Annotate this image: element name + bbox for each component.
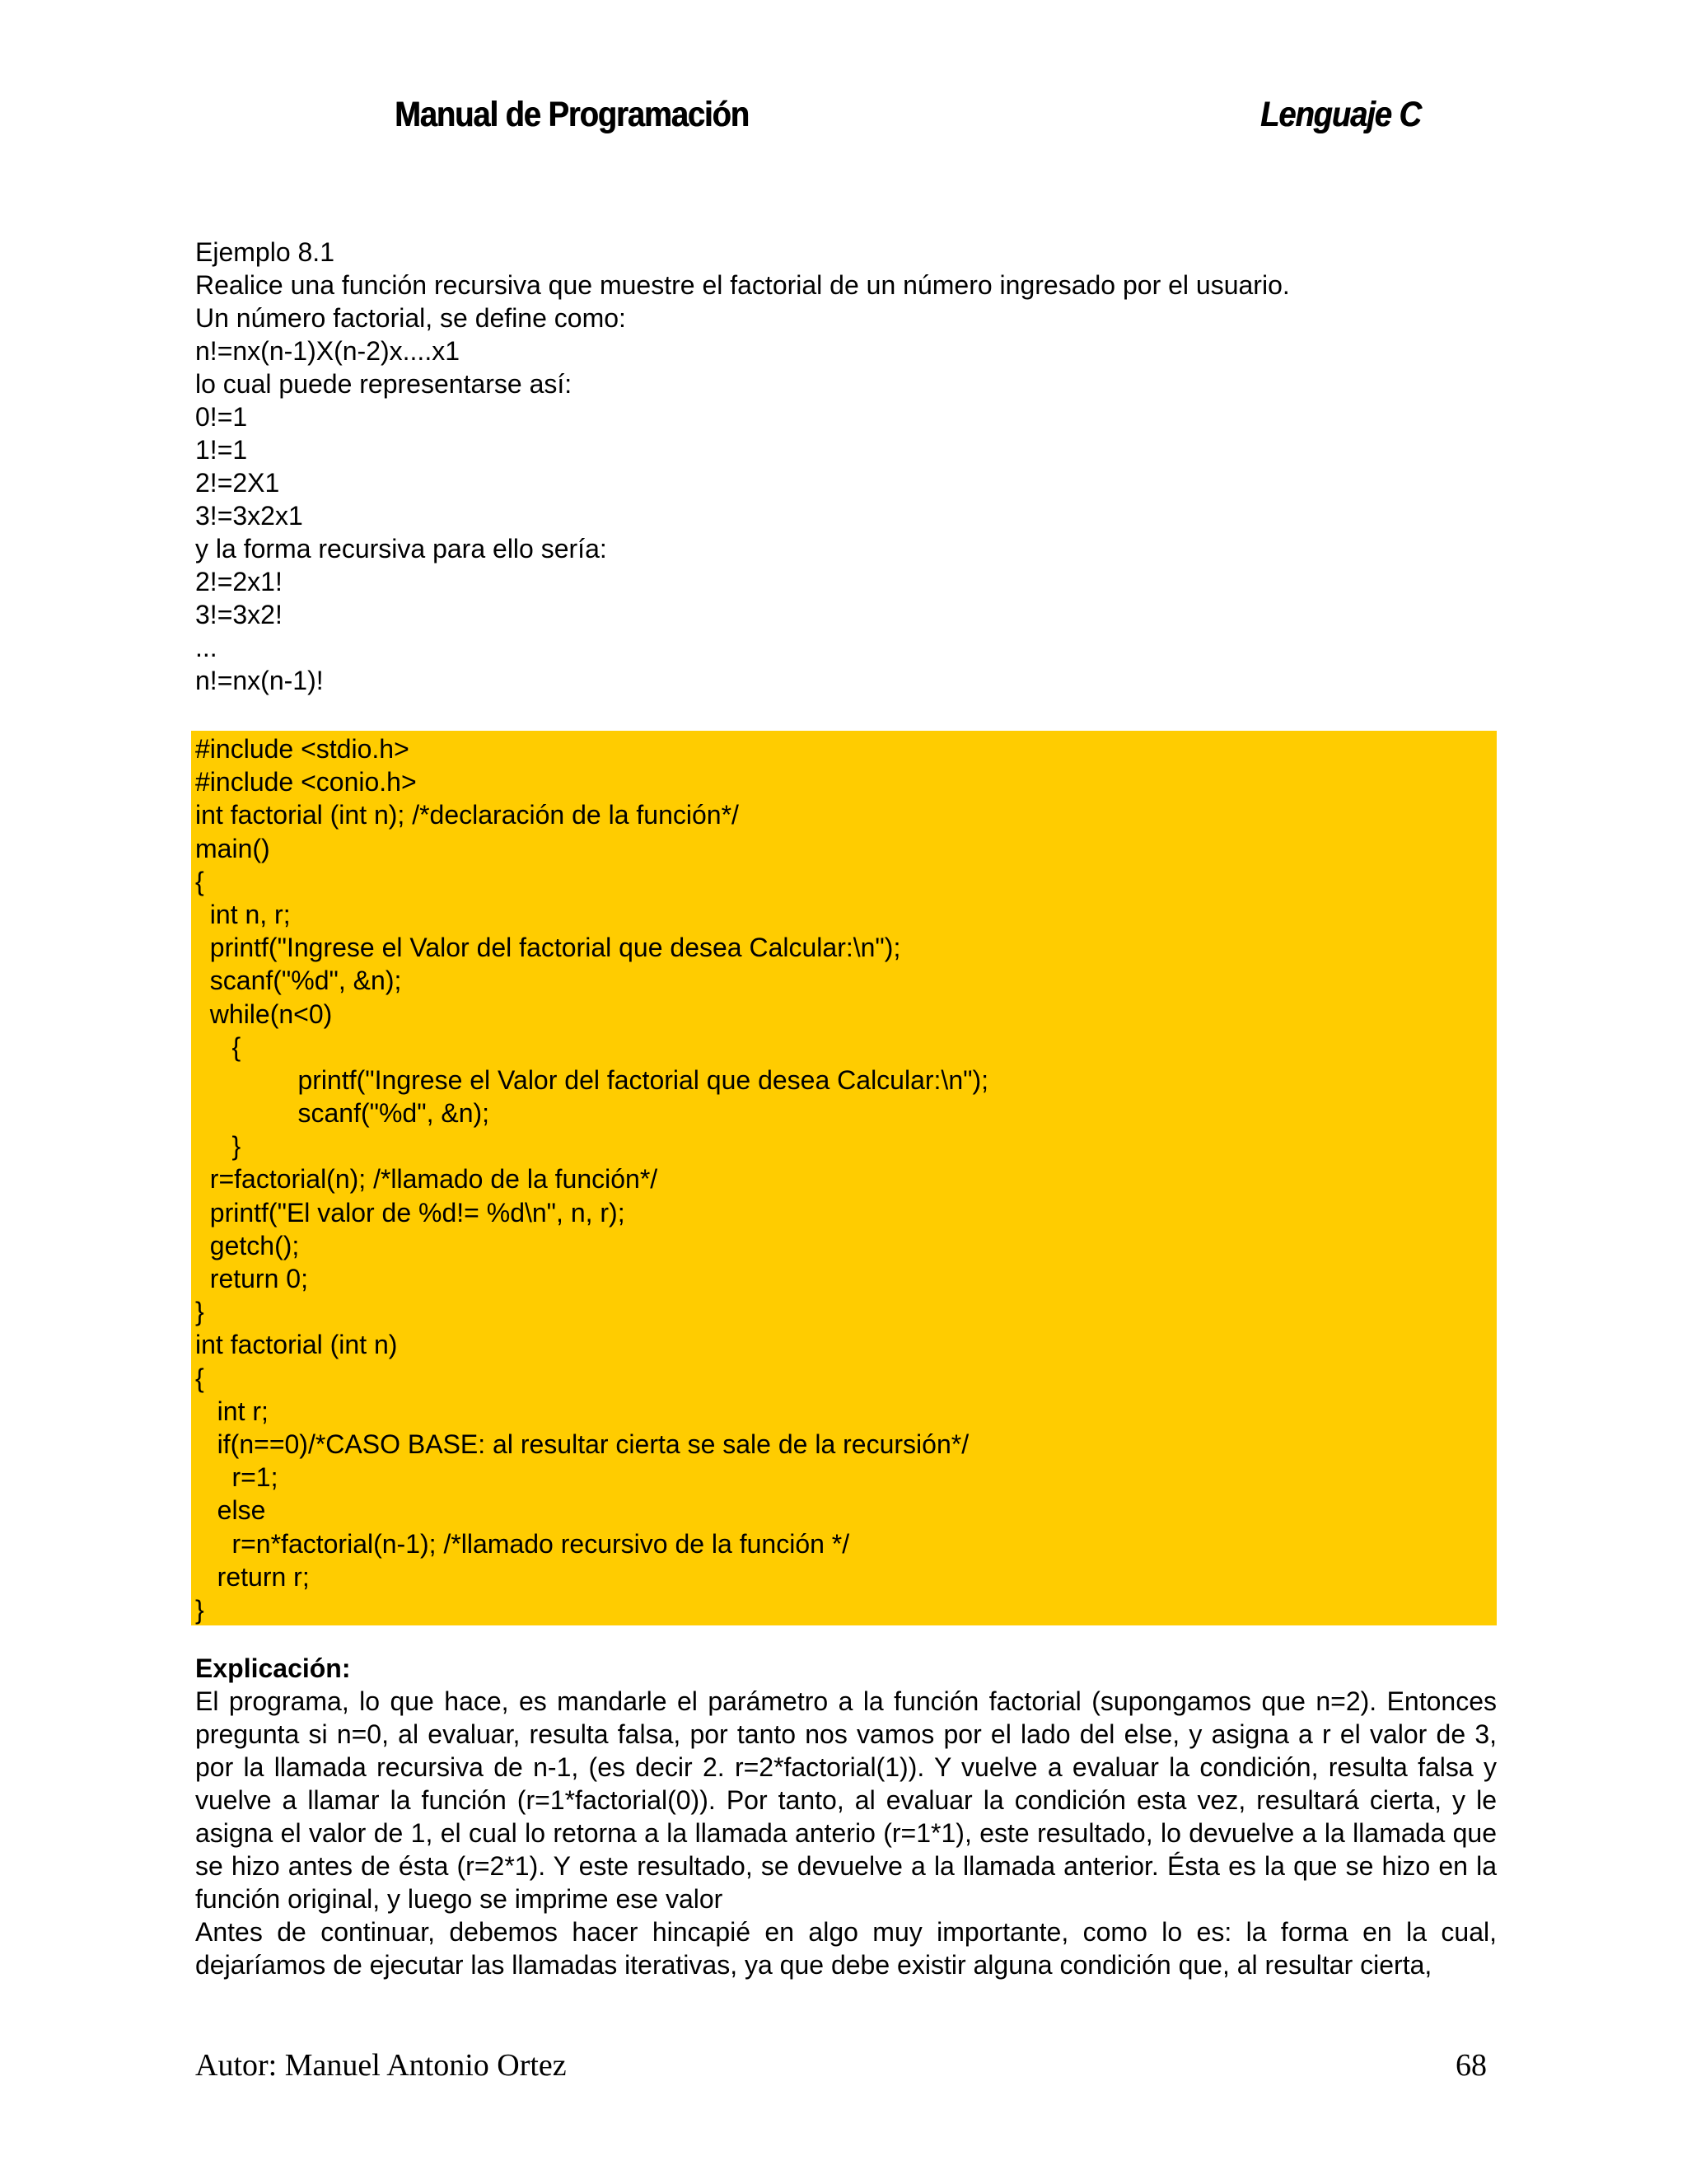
intro-line: ... <box>195 633 217 662</box>
code-line: r=1; <box>195 1462 278 1493</box>
manual-title: Manual de Programación <box>395 96 749 135</box>
code-line: { <box>195 866 204 896</box>
explanation-section <box>195 1652 1497 1981</box>
explanation-paragraph: El programa, lo que hace, es mandarle el parámetro a la función factorial (supongamos que n=2). Entonces pregunta si n=0, al evaluar, resulta falsa, por tanto nos vamos por el lado del else, y asigna a r el valor de 3, por la llamada recursiva de n-1, (es decir 2. r=2*factorial(1)). Y vuelve a evaluar la condición, resulta falsa y vuelve a llamar la función (r=1*factorial(0)). Por tanto, al evaluar la condición esta vez, resultará cierta, y le asigna el valor de 1, el cual lo retorna a la llamada anterio (r=1*1), este resultado, lo devuelve a la llamada que se hizo antes de ésta (r=2*1). Y este resultado, se devuelve a la llamada anterior. Ésta es la que se hizo en la función original, y luego se imprime ese valor <box>195 1686 1497 1914</box>
explanation-heading: Explicación: <box>195 1653 351 1683</box>
intro-line: Realice una función recursiva que muestre el factorial de un número ingresado por el usuario. <box>195 270 1290 300</box>
code-line: printf("Ingrese el Valor del factorial que desea Calcular:\n"); <box>195 933 901 963</box>
code-line: int r; <box>195 1396 269 1426</box>
code-block <box>191 731 1497 1625</box>
page-footer <box>0 2047 1687 2088</box>
code-line: else <box>195 1495 266 1526</box>
code-line: main() <box>195 833 270 863</box>
code-line: #include <stdio.h> <box>195 734 409 764</box>
intro-line: lo cual puede representarse así: <box>195 369 572 399</box>
intro-line: 1!=1 <box>195 435 248 465</box>
code-line: r=n*factorial(n-1); /*llamado recursivo de la función */ <box>195 1528 850 1559</box>
intro-line: 3!=3x2! <box>195 600 283 629</box>
code-line: { <box>195 1031 241 1062</box>
page-number: 68 <box>1456 2048 1487 2083</box>
code-lines <box>195 732 988 1626</box>
code-line: return r; <box>195 1561 310 1592</box>
code-line: { <box>195 1363 204 1393</box>
intro-line: 2!=2X1 <box>195 468 280 498</box>
intro-line: 3!=3x2x1 <box>195 501 303 531</box>
code-line: scanf("%d", &n); <box>195 966 402 996</box>
language-subject: Lenguaje C <box>1260 96 1421 135</box>
code-line: printf("Ingrese el Valor del factorial que desea Calcular:\n"); <box>195 1064 989 1095</box>
code-line: scanf("%d", &n); <box>195 1098 490 1129</box>
page-header <box>0 96 1687 145</box>
intro-line: n!=nx(n-1)X(n-2)x....x1 <box>195 336 460 366</box>
explanation-paragraph: Antes de continuar, debemos hacer hincapié en algo muy importante, como lo es: la forma en la cual, dejaríamos de ejecutar las llamadas iterativas, ya que debe existir alguna condición que, al resultar cierta, <box>195 1917 1497 1980</box>
code-line: return 0; <box>195 1264 308 1293</box>
code-line: if(n==0)/*CASO BASE: al resultar cierta se sale de la recursión*/ <box>195 1429 970 1459</box>
code-line: } <box>195 1131 241 1162</box>
code-line: } <box>195 1594 204 1625</box>
code-line: #include <conio.h> <box>195 767 417 797</box>
code-line: int n, r; <box>195 899 291 929</box>
code-line: } <box>195 1297 204 1327</box>
intro-line: n!=nx(n-1)! <box>195 666 324 695</box>
code-line: int factorial (int n) <box>195 1330 398 1360</box>
code-line: r=factorial(n); /*llamado de la función*/ <box>195 1164 658 1195</box>
code-line: printf("El valor de %d!= %d\n", n, r); <box>195 1197 625 1228</box>
intro-line: y la forma recursiva para ello sería: <box>195 534 607 564</box>
intro-line: Un número factorial, se define como: <box>195 303 626 333</box>
intro-text <box>195 236 1497 697</box>
intro-line: 2!=2x1! <box>195 567 283 596</box>
intro-line: Ejemplo 8.1 <box>195 237 334 267</box>
code-line: while(n<0) <box>195 998 333 1029</box>
code-line: int factorial (int n); /*declaración de la función*/ <box>195 800 739 830</box>
code-line: getch(); <box>195 1230 300 1260</box>
intro-line: 0!=1 <box>195 402 248 432</box>
author-credit: Autor: Manuel Antonio Ortez <box>195 2048 567 2083</box>
